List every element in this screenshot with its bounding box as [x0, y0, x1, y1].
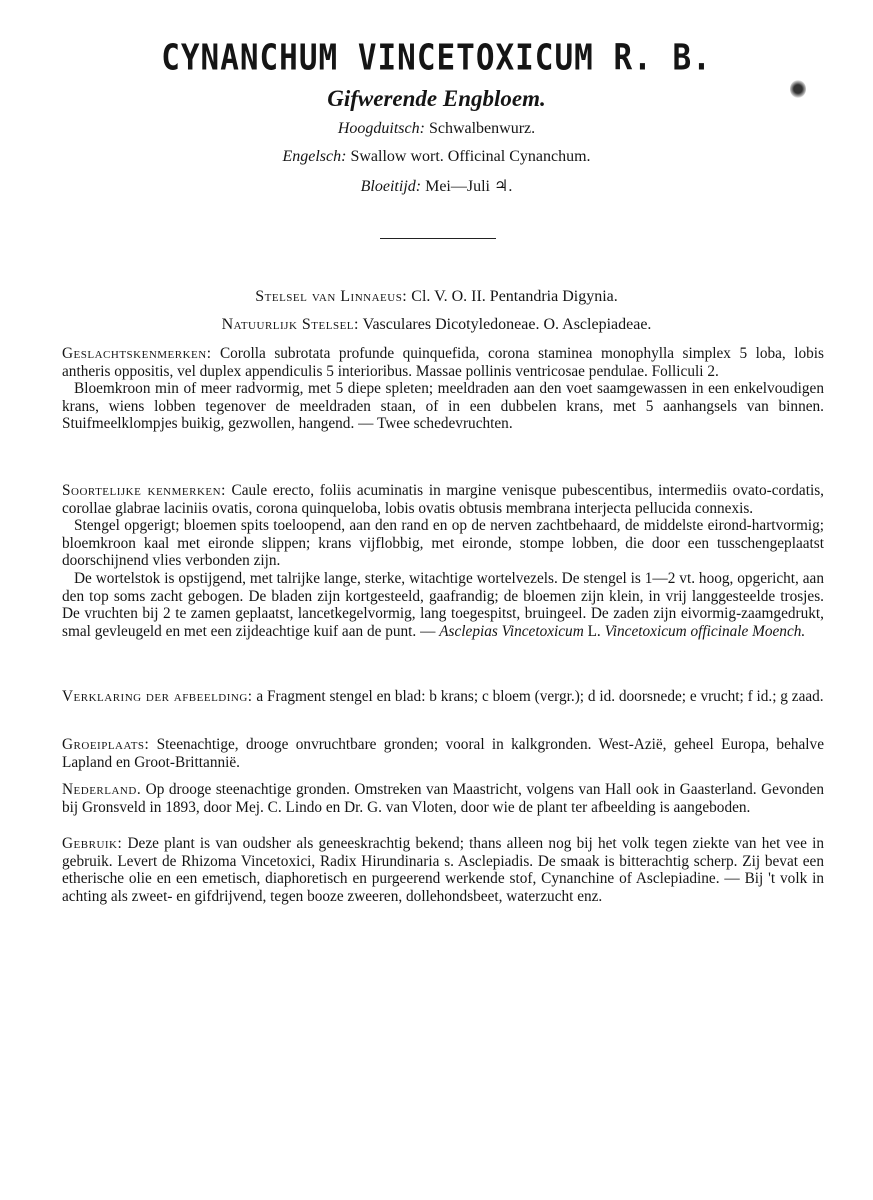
english-name-line	[0, 148, 873, 166]
german-value: Schwalbenwurz.	[424, 120, 536, 137]
natural-system-line	[0, 316, 873, 334]
species-label: Soortelijke kenmerken:	[62, 482, 226, 499]
flowering-value: Mei—Juli ♃.	[421, 178, 513, 195]
use-section	[62, 835, 824, 905]
species-section	[62, 482, 824, 640]
synonym-asclepias: Asclepias Vincetoxicum	[439, 622, 584, 640]
habitat-text: Steenachtige, drooge onvruchtbare gronden; vooral in kalkgronden. West-Azië, geheel Europa, behalve Lapland en Groot-Brittannië.	[62, 736, 824, 771]
ink-speck	[790, 80, 806, 98]
genus-section	[62, 345, 824, 433]
natural-label: Natuurlijk Stelsel:	[221, 316, 359, 333]
netherlands-section	[62, 781, 824, 816]
species-description: De wortelstok is opstijgend, met talrijke lange, sterke, witachtige wortelvezels. De stengel is 1—2 vt. hoog, opgericht, aan den top soms zacht gebogen. De bladen zijn kortgesteeld, gaafrandig; de bloemen zijn klein, in vrij langgesteelde trosjes. De vruchten bij 2 te zamen geplaatst, lancetkegelvormig, lang toegespitst, bruingeel. De zaden zijn eivormig-zaamgedrukt, smal gevleugeld en met een zijdeachtige kuif aan de punt. —	[62, 569, 824, 640]
linnaeus-label: Stelsel van Linnaeus:	[255, 288, 408, 305]
netherlands-label: Nederland.	[62, 781, 142, 798]
genus-latin: Corolla subrotata profunde quinquefida, corona staminea monophylla simplex 5 loba, lobis antheris oppositis, vel duplex appendiculis 5 interioribus. Massae pollinis ventricosae pendulae. Folliculi 2.	[62, 345, 824, 380]
english-label: Engelsch:	[282, 148, 347, 165]
linnaeus-system-line	[0, 288, 873, 306]
english-value: Swallow wort. Officinal Cynanchum.	[346, 148, 591, 165]
genus-label: Geslachtskenmerken:	[62, 345, 212, 362]
figures-section	[62, 688, 824, 706]
linnaeus-value: Cl. V. O. II. Pentandria Digynia.	[407, 288, 618, 305]
page-title: CYNANCHUM VINCETOXICUM R. B.	[161, 37, 712, 79]
flowering-line	[0, 176, 873, 196]
species-dutch-long	[62, 570, 824, 640]
synonym-vincetoxicum: Vincetoxicum officinale Moench.	[604, 622, 806, 640]
figures-text: a Fragment stengel en blad: b krans; c bloem (vergr.); d id. doorsnede; e vrucht; f id.; g zaad.	[252, 688, 824, 705]
habitat-section	[62, 736, 824, 771]
species-latin: Caule erecto, foliis acuminatis in margine venisque pubescentibus, intermediis ovato-cordatis, corollae glabrae laciniis ovatis, corona quinqueloba, lobis ovatis obtusis membrana interjecta pellucida connexis.	[62, 482, 824, 517]
section-divider	[380, 238, 496, 239]
species-dutch-short: Stengel opgerigt; bloemen spits toeloopend, aan den rand en op de nerven zachtbehaard, de middelste eirond-hartvormig; bloemkroon kaal met eironde slippen; krans vijflobbig, met eironde, stompe lobben, die door een tusschengeplaatst doorschijnend vlies verbonden zijn.	[62, 517, 824, 570]
german-label: Hoogduitsch:	[337, 120, 425, 137]
synonym-author: L.	[583, 622, 605, 640]
netherlands-text: Op drooge steenachtige gronden. Omstreken van Maastricht, volgens van Hall ook in Gaasterland. Gevonden bij Gronsveld in 1893, door Mej. C. Lindo en Dr. G. van Vloten, door wie de plant ter afbeelding is aangeboden.	[62, 781, 824, 816]
use-label: Gebruik:	[62, 835, 123, 852]
genus-dutch: Bloemkroon min of meer radvormig, met 5 diepe spleten; meeldraden aan den voet saamgewassen in een enkelvoudigen krans, wiens lobben tegenover de meeldraden staan, of in een dubbelen krans, met 5 aanhangsels van binnen. Stuifmeelklompjes buikig, gezwollen, hangend. — Twee schedevruchten.	[62, 380, 824, 433]
use-text: Deze plant is van oudsher als geneeskrachtig bekend; thans alleen nog bij het volk tegen ziekte van het vee in gebruik. Levert de Rhizoma Vincetoxici, Radix Hirundinaria s. Asclepiadis. De smaak is bitterachtig scherp. Zij bevat een etherische olie en een emetisch, diaphoretisch en purgeerend werkende stof, Cynanchine of Asclepiadine. — Bij 't volk in achting als zweet- en gifdrijvend, tegen booze zweeren, dollehondsbeet, waterzucht enz.	[62, 835, 824, 905]
german-name-line	[0, 120, 873, 138]
habitat-label: Groeiplaats:	[62, 736, 150, 753]
natural-value: Vasculares Dicotyledoneae. O. Asclepiadeae.	[358, 316, 652, 333]
figures-label: Verklaring der afbeelding:	[62, 688, 253, 705]
flowering-label: Bloeitijd:	[360, 178, 422, 195]
dutch-common-name: Gifwerende Engbloem.	[327, 86, 546, 111]
